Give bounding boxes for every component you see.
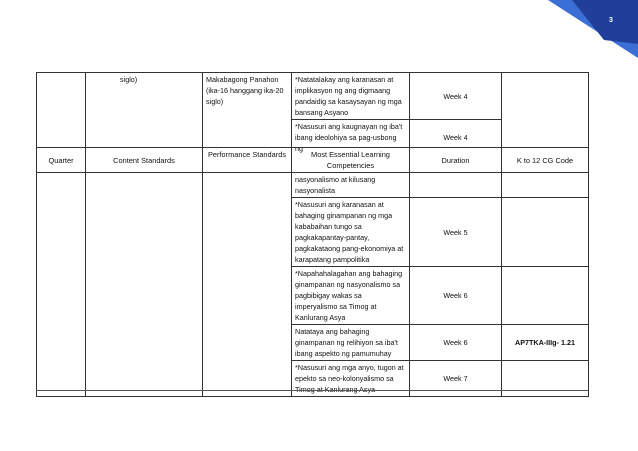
competency-cell: *Nasusuri ang kaugnayan ng iba't ibang ideolohiya sa pag-usbong ng <box>292 120 410 156</box>
duration-cell: Week 7 <box>410 361 502 397</box>
content-standards-cell <box>86 173 203 397</box>
content-standards-cell: siglo) <box>86 73 203 156</box>
duration-cell: Week 5 <box>410 198 502 267</box>
competency-cell: *Nasusuri ang karanasan at bahaging ginampanan ng mga kababaihan tungo sa pagkakapantay-pantay, pagkakataong pang-ekonomiya at karapatang pampolitika <box>292 198 410 267</box>
duration-cell: Week 4 <box>410 120 502 156</box>
competency-cell: Natataya ang bahaging ginampanan ng relihiyon sa iba't ibang aspekto ng pamumuhay <box>292 325 410 361</box>
footer-divider <box>36 390 588 391</box>
duration-cell: Week 4 <box>410 73 502 120</box>
code-cell: AP7TKA-IIIg- 1.21 <box>502 325 589 361</box>
code-cell <box>502 361 589 397</box>
header-code: K to 12 CG Code <box>502 148 589 173</box>
header-row <box>37 148 589 173</box>
page-number: 3 <box>609 17 613 24</box>
quarter-cell <box>37 73 86 156</box>
header-performance-standards: Performance Standards <box>203 148 292 173</box>
performance-standards-cell: Makabagong Panahon (ika-16 hanggang ika-20 siglo) <box>203 73 292 156</box>
performance-standards-cell <box>203 173 292 397</box>
header-content-standards: Content Standards <box>86 148 203 173</box>
header-competencies: Most Essential Learning Competencies <box>292 148 410 173</box>
code-cell <box>502 267 589 325</box>
header-quarter: Quarter <box>37 148 86 173</box>
corner-decoration <box>0 0 638 80</box>
duration-cell: Week 6 <box>410 267 502 325</box>
competency-table <box>36 147 589 397</box>
duration-cell <box>410 173 502 198</box>
competency-cell: *Nasusuri ang mga anyo, tugon at epekto sa neo-kolonyalismo sa Timog at Kanlurang Asya <box>292 361 410 397</box>
table-row <box>37 73 589 120</box>
code-cell <box>502 173 589 198</box>
table-row <box>37 173 589 198</box>
competency-cell: nasyonalismo at kilusang nasyonalista <box>292 173 410 198</box>
quarter-cell <box>37 173 86 397</box>
competency-cell: *Napahahalagahan ang bahaging ginampanan ng nasyonalismo sa pagbibigay wakas sa imperyalismo sa Timog at Kanlurang Asya <box>292 267 410 325</box>
duration-cell: Week 6 <box>410 325 502 361</box>
code-cell <box>502 198 589 267</box>
code-cell <box>502 73 589 156</box>
header-duration: Duration <box>410 148 502 173</box>
continued-table <box>36 72 589 155</box>
competency-cell: *Natatalakay ang karanasan at implikasyon ng ang digmaang pandaidig sa kasaysayan ng mga bansang Asyano <box>292 73 410 120</box>
